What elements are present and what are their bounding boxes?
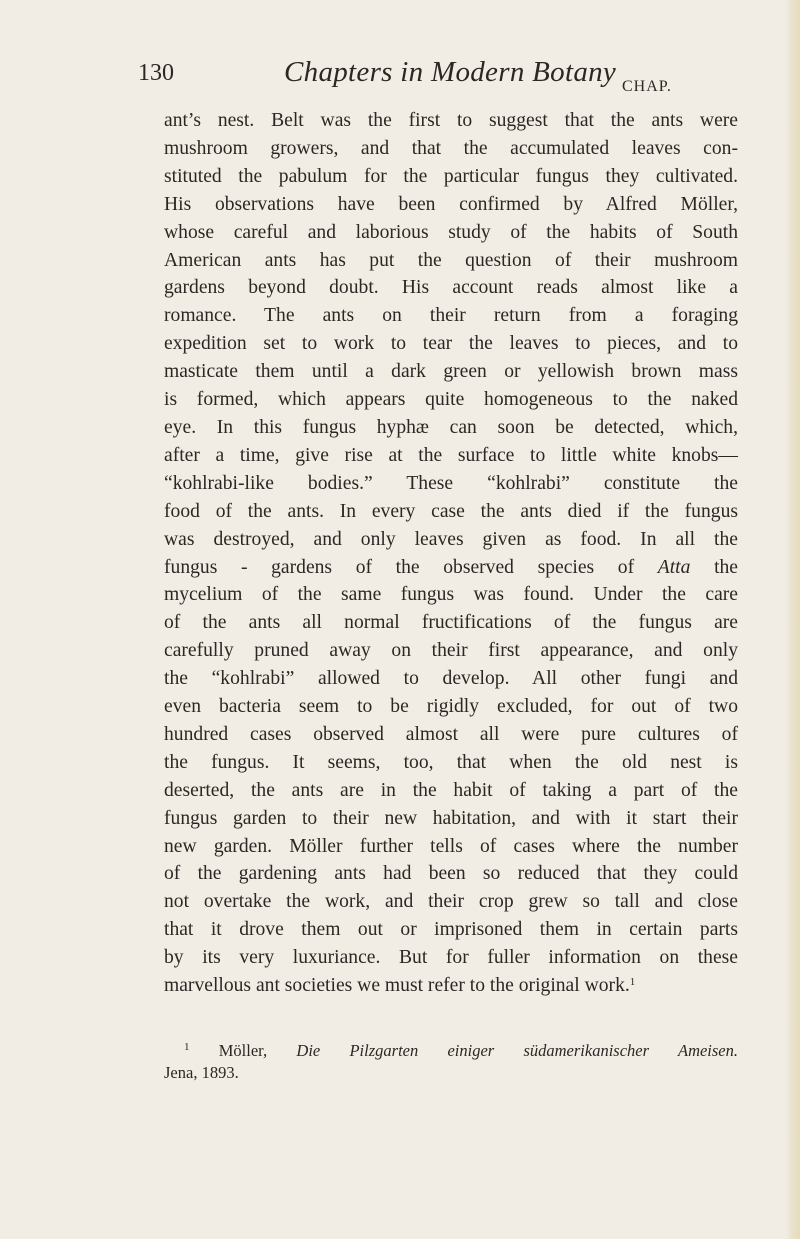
text-line: that it drove them out or imprisoned them in certain parts <box>164 919 738 941</box>
running-head <box>138 56 738 96</box>
text-line: after a time, give rise at the surface to little white knobs— <box>164 444 738 466</box>
text-line: ant’s nest. Belt was the first to suggest that the ants were <box>164 110 738 131</box>
text-line: fungus garden to their new habitation, and with it start their <box>164 807 738 829</box>
page-number: 130 <box>138 60 174 86</box>
page-edge <box>786 0 800 1239</box>
body-paragraph <box>164 107 738 1000</box>
footnote-line <box>164 1040 738 1062</box>
text-line: was destroyed, and only leaves given as food. In all the <box>164 528 738 550</box>
text-line: not overtake the work, and their crop grew so tall and close <box>164 891 738 913</box>
footnote-marker: 1 <box>184 1041 190 1053</box>
text-line: mycelium of the same fungus was found. Under the care <box>164 584 738 606</box>
chapter-mark: CHAP. <box>622 78 672 95</box>
text-line: masticate them until a dark green or yellowish brown mass <box>164 361 738 383</box>
text-line: “kohlrabi-like bodies.” These “kohlrabi” constitute the <box>164 472 738 494</box>
text-line: whose careful and laborious study of the habits of South <box>164 221 738 243</box>
genus-name-atta: Atta <box>657 556 691 578</box>
text-line-with-italic <box>164 554 738 582</box>
footnote <box>164 1040 738 1084</box>
text-line: eye. In this fungus hyphæ can soon be detected, which, <box>164 416 738 438</box>
text-line: of the gardening ants had been so reduced that they could <box>164 863 738 885</box>
text-line: of the ants all normal fructifications of the fungus are <box>164 612 738 634</box>
text-line: American ants has put the question of their mushroom <box>164 249 738 271</box>
text-line: deserted, the ants are in the habit of taking a part of the <box>164 779 738 801</box>
text-line: hundred cases observed almost all were pure cultures of <box>164 723 738 745</box>
footnote-place-year: Jena, 1893. <box>164 1063 239 1082</box>
text-line-last <box>164 972 738 1000</box>
text-line: romance. The ants on their return from a foraging <box>164 305 738 327</box>
text-line: the “kohlrabi” allowed to develop. All other fungi and <box>164 668 738 690</box>
text-line: His observations have been confirmed by Alfred Möller, <box>164 193 738 215</box>
text-line: carefully pruned away on their first appearance, and only <box>164 640 738 662</box>
text-line: mushroom growers, and that the accumulated leaves con- <box>164 137 738 159</box>
text-segment: the <box>714 556 738 578</box>
text-segment: marvellous ant societies we must refer to the original work. <box>164 975 630 997</box>
footnote-author: Möller, <box>218 1041 268 1060</box>
running-title: Chapters in Modern Botany <box>284 56 617 88</box>
text-line: even bacteria seem to be rigidly excluded, for out of two <box>164 696 738 718</box>
text-line: expedition set to work to tear the leaves to pieces, and to <box>164 333 738 355</box>
footnote-reference[interactable]: 1 <box>629 976 636 989</box>
text-line: new garden. Möller further tells of cases where the number <box>164 835 738 857</box>
text-line: by its very luxuriance. But for fuller information on these <box>164 947 738 969</box>
text-line: stituted the pabulum for the particular fungus they cultivated. <box>164 165 738 187</box>
text-line: the fungus. It seems, too, that when the old nest is <box>164 751 738 773</box>
text-segment: fungus - gardens of the observed species of <box>164 556 635 578</box>
text-line: food of the ants. In every case the ants died if the fungus <box>164 500 738 522</box>
footnote-title: Die Pilzgarten einiger südamerikanischer Ameisen. <box>296 1041 739 1060</box>
text-line: gardens beyond doubt. His account reads almost like a <box>164 277 738 299</box>
text-line: is formed, which appears quite homogeneous to the naked <box>164 389 738 411</box>
